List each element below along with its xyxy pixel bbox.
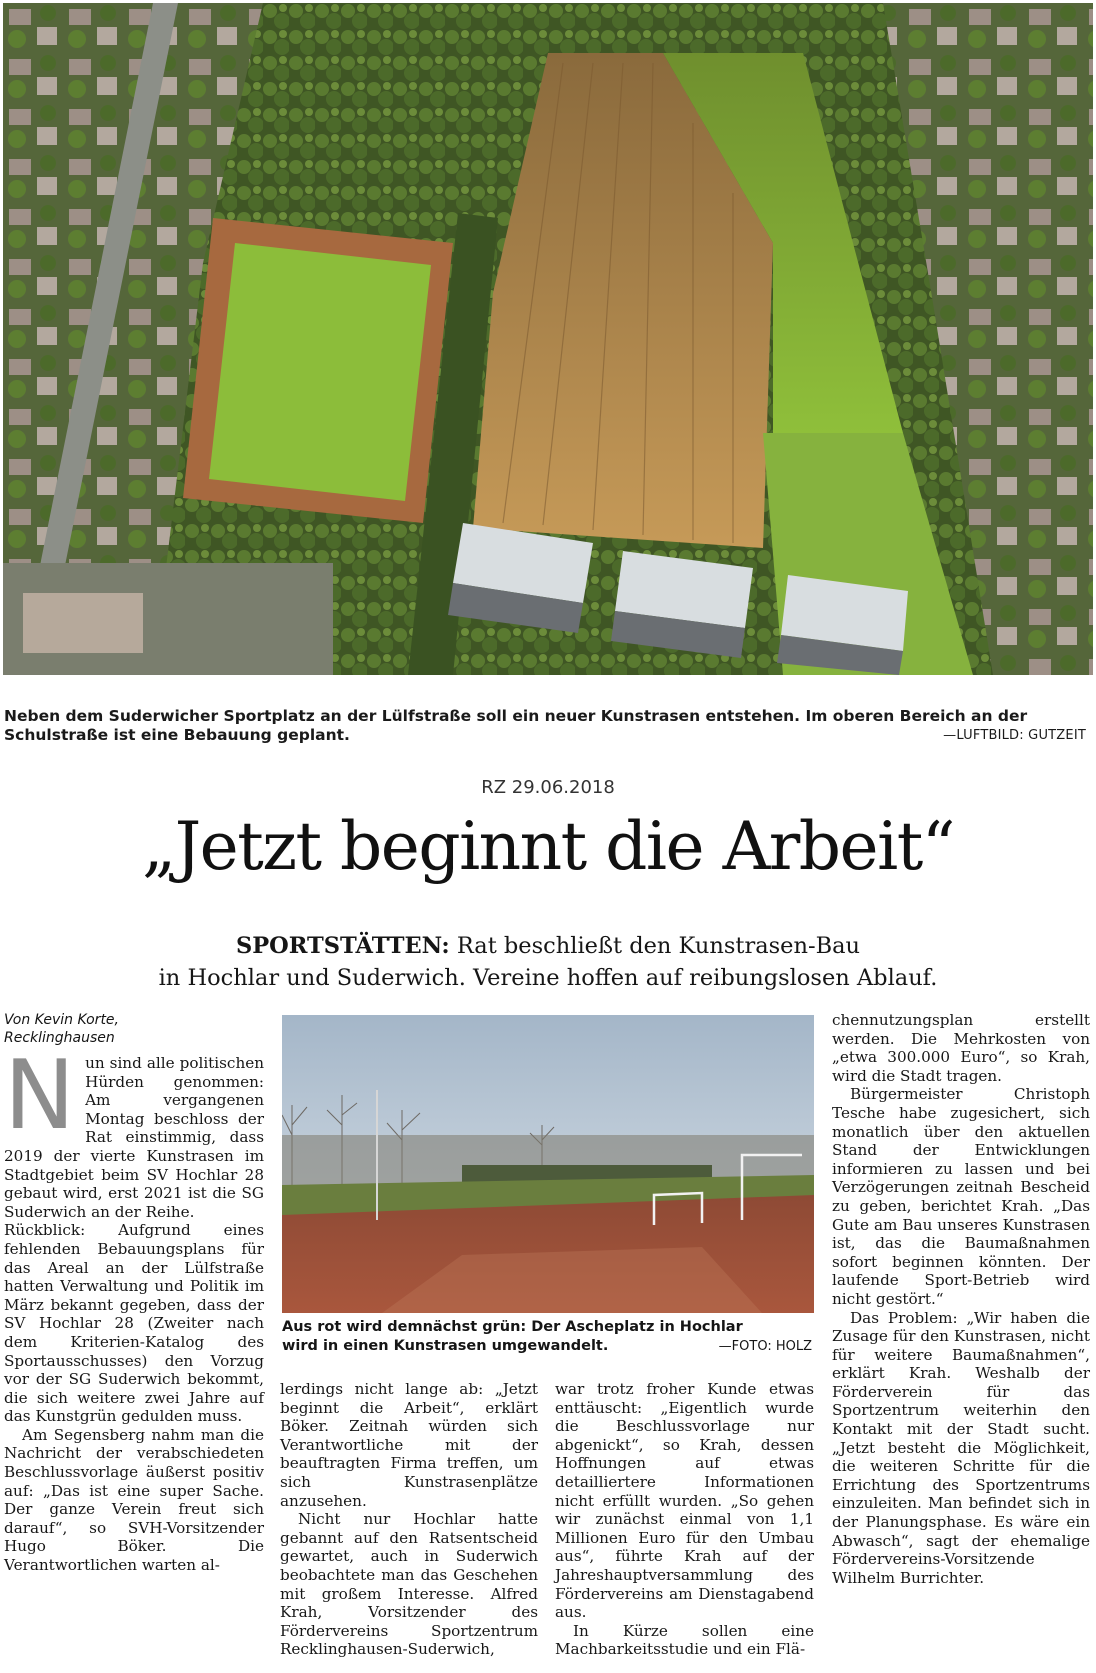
photo-caption-top [4, 707, 1092, 745]
article-paragraph: In Kürze sollen eine Machbarkeitsstudie und ein Flä- [555, 1621, 814, 1659]
aerial-photo [3, 3, 1093, 675]
article-paragraph: lerdings nicht lange ab: „Jetzt beginnt die Arbeit“, erklärt Böker. Zeitnah würden sich Verantwortliche mit der beauftragten Firma treffen, um sich Kunstrasenplätze anzusehen. [280, 1380, 538, 1510]
dateline: RZ 29.06.2018 [481, 777, 615, 798]
photo-caption-2-line2: wird in einen Kunstrasen umgewandelt. [282, 1338, 609, 1354]
ash-field-photo [282, 1015, 814, 1313]
article-column-3 [555, 1380, 814, 1659]
article-paragraph: Am Segensberg nahm man die Nachricht der verabschiedeten Beschlussvorlage äußerst positiv auf: „Das ist eine super Sache. Der ganze Verein freut sich darauf“, so SVH-Vorsitzender Hugo Böker. Die Verantwortlichen warten al- [4, 1425, 264, 1575]
article-column-1 [4, 1041, 264, 1575]
subheadline-line1-text: Rat beschließt den Kunstrasen-Bau [456, 933, 861, 959]
subheadline-line1 [0, 930, 1096, 962]
subheadline [0, 930, 1096, 994]
photo-caption-2-line1: Aus rot wird demnächst grün: Der Ascheplatz in Hochlar [282, 1319, 743, 1335]
photo-credit-2: —FOTO: HOLZ [718, 1339, 812, 1354]
headline: „Jetzt beginnt die Arbeit“ [142, 808, 954, 885]
photo-credit-top: —LUFTBILD: GUTZEIT [943, 728, 1086, 743]
article-column-2 [280, 1380, 538, 1659]
article-paragraph: un sind alle politischen Hürden genommen: Am vergangenen Montag beschloss der Rat einstimmig, dass 2019 der vierte Kunstrasen im Stadtgebiet beim SV Hochlar 28 gebaut wird, erst 2021 ist die SG Suderwich an der Reihe. [4, 1054, 264, 1221]
byline-location: Recklinghausen [4, 1030, 115, 1046]
article-paragraph: Nicht nur Hochlar hatte gebannt auf den Ratsentscheid gewartet, auch in Suderwich beobachtete man das Geschehen mit großem Interesse. Alfred Krah, Vorsitzender des Fördervereins Sportzentrum Recklinghausen-Suderwich, [280, 1510, 538, 1659]
drop-cap: N [4, 1041, 76, 1151]
photo-caption-2 [282, 1318, 814, 1356]
byline-author: Von Kevin Korte, [4, 1012, 119, 1028]
article-paragraph: chennutzungsplan erstellt werden. Die Mehrkosten von „etwa 300.000 Euro“, so Krah, wird die Stadt tragen. [832, 1011, 1090, 1085]
article-paragraph: Das Problem: „Wir haben die Zusage für den Kunstrasen, nicht für weitere Baumaßnahmen“, erklärt Krah. Weshalb der Förderverein für das Sportzentrum weiterhin den Kontakt mit der Stadt sucht. „Jetzt besteht die Möglichkeit, die weiteren Schritte für die Errichtung des Sportzentrums einzuleiten. Man befindet sich in der Planungsphase. Es wäre ein Abwasch“, sagt der ehemalige Fördervereins-Vorsitzende Wilhelm Burrichter. [832, 1308, 1090, 1587]
article-column-4 [832, 1011, 1090, 1587]
article-paragraph: Bürgermeister Christoph Tesche habe zugesichert, sich monatlich über den aktuellen Stand der Entwicklungen informieren zu lassen und bei Verzögerungen zeitnah Bescheid zu geben, berichtet Krah. „Das Gute am Bau unseres Kunstrasen ist, das die Baumaßnahmen sofort beginnen könnten. Der laufende Sport-Betrieb wird nicht gestört.“ [832, 1085, 1090, 1308]
subheadline-line2: in Hochlar und Suderwich. Vereine hoffen auf reibungslosen Ablauf. [158, 965, 938, 991]
subheadline-kicker: SPORTSTÄTTEN: [235, 933, 450, 959]
photo-caption-text: Neben dem Suderwicher Sportplatz an der Lülfstraße soll ein neuer Kunstrasen entstehen. Im oberen Bereich an der Schulstraße ist eine Bebauung geplant. [4, 707, 1028, 744]
article-paragraph: Rückblick: Aufgrund eines fehlenden Bebauungsplans für das Areal an der Lülfstraße hatten Verwaltung und Politik im März bekannt gegeben, dass der SV Hochlar 28 (Zweiter nach dem Kriterien-Katalog des Sportausschusses) den Vorzug vor der SG Suderwich bekommt, die sich weitere zwei Jahre auf das Kunstgrün gedulden muss. [4, 1221, 264, 1426]
article-paragraph: war trotz froher Kunde etwas enttäuscht: „Eigentlich wurde die Beschlussvorlage nur abgenickt“, so Krah, dessen Hoffnungen auf etwas detailliertere Informationen nicht erfüllt wurden. „So gehen wir zunächst einmal von 1,1 Millionen Euro für den Umbau aus“, führte Krah auf der Jahreshauptversammlung des Fördervereins am Dienstagabend aus. [555, 1380, 814, 1622]
